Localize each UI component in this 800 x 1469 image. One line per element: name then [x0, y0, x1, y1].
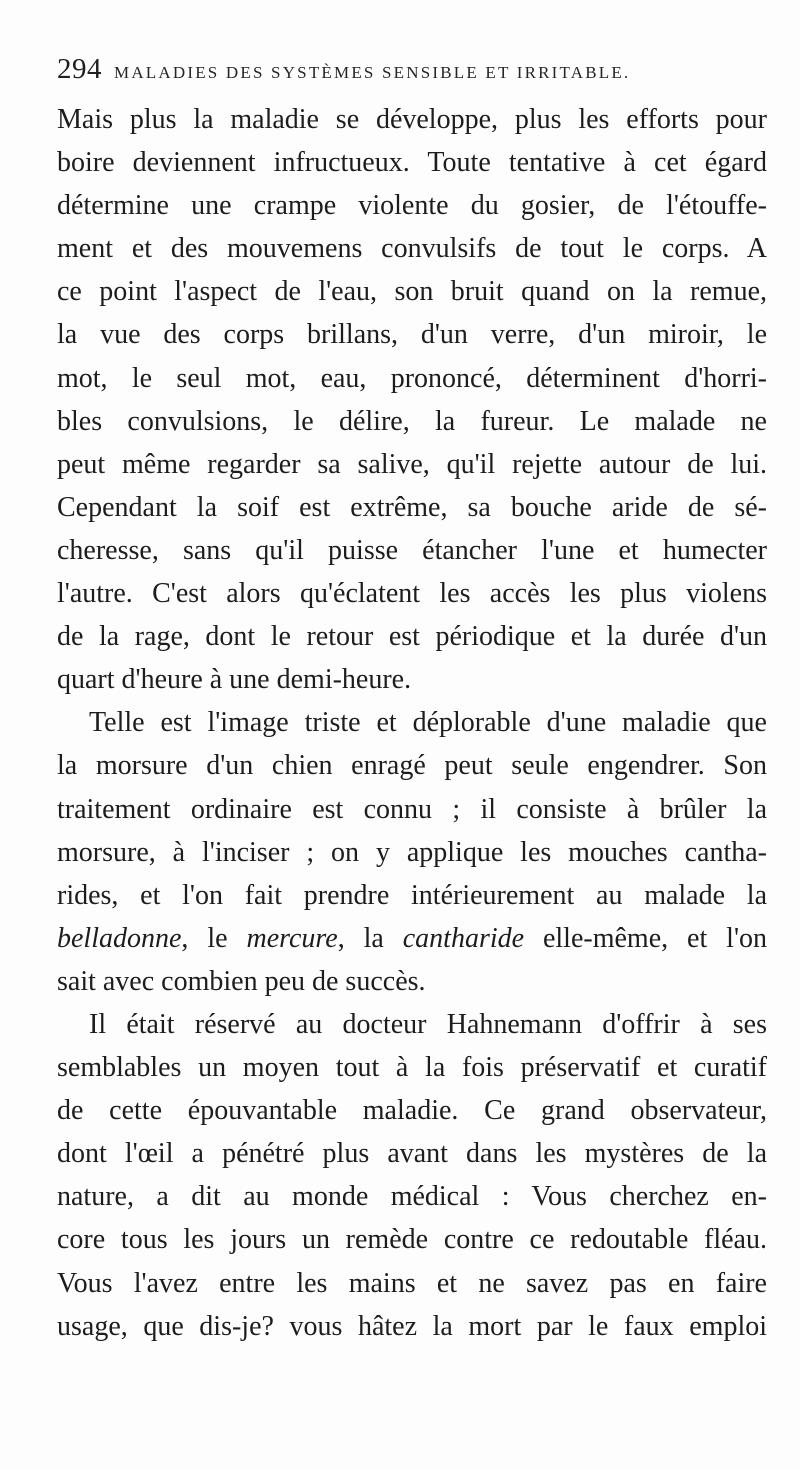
- text-line: Mais plus la maladie se développe, plus les efforts pour: [57, 104, 767, 135]
- text-line: core tous les jours un remède contre ce redoutable fléau.: [57, 1224, 767, 1256]
- text-line: traitement ordinaire est connu ; il consiste à brûler la: [57, 793, 767, 825]
- page-number: 294: [57, 53, 102, 85]
- text-line-mixed: [57, 917, 767, 960]
- body-text: [57, 98, 767, 1348]
- text-line: rides, et l'on fait prendre intérieurement au malade la: [57, 879, 767, 911]
- text-line: la vue des corps brillans, d'un verre, d'un miroir, le: [57, 319, 767, 351]
- text-line: ment et des mouvemens convulsifs de tout le corps. A: [57, 233, 767, 265]
- text-line: Telle est l'image triste et déplorable d'une maladie que: [89, 707, 767, 739]
- text-line: ce point l'aspect de l'eau, son bruit quand on la remue,: [57, 276, 767, 308]
- text-line: boire deviennent infructueux. Toute tentative à cet égard: [57, 147, 767, 179]
- italic-term: cantharide: [402, 922, 525, 954]
- text-line: cheresse, sans qu'il puisse étancher l'une et humecter: [57, 534, 767, 566]
- text-line: dont l'œil a pénétré plus avant dans les mystères de la: [57, 1138, 767, 1170]
- text-line: semblables un moyen tout à la fois préservatif et curatif: [57, 1052, 767, 1084]
- text-line: mot, le seul mot, eau, prononcé, déterminent d'horri-: [57, 362, 767, 394]
- text-line: Cependant la soif est extrême, sa bouche aride de sé-: [57, 491, 767, 523]
- italic-term: belladonne: [57, 922, 182, 954]
- text-line: détermine une crampe violente du gosier, de l'étouffe-: [57, 190, 767, 222]
- text-line: Il était réservé au docteur Hahnemann d'offrir à ses: [89, 1008, 767, 1040]
- text-line: peut même regarder sa salive, qu'il rejette autour de lui.: [57, 448, 767, 480]
- text-line: quart d'heure à une demi-heure.: [57, 664, 412, 696]
- text-line: bles convulsions, le délire, la fureur. Le malade ne: [57, 405, 767, 437]
- text-fragment: , la: [337, 922, 403, 954]
- text-line: l'autre. C'est alors qu'éclatent les accès les plus violens: [57, 578, 767, 610]
- text-fragment: elle-même, et l'on: [524, 922, 767, 954]
- running-title: MALADIES DES SYSTÈMES SENSIBLE ET IRRITABLE.: [114, 63, 631, 82]
- text-line: morsure, à l'inciser ; on y applique les mouches cantha-: [57, 836, 767, 868]
- italic-term: mercure: [246, 922, 338, 954]
- text-line: sait avec combien peu de succès.: [57, 965, 426, 997]
- text-line: usage, que dis-je? vous hâtez la mort par le faux emploi: [57, 1310, 767, 1342]
- text-line: la morsure d'un chien enragé peut seule engendrer. Son: [57, 750, 767, 782]
- text-line: Vous l'avez entre les mains et ne savez pas en faire: [57, 1267, 767, 1299]
- text-line: de la rage, dont le retour est périodique et la durée d'un: [57, 621, 767, 653]
- text-line: nature, a dit au monde médical : Vous cherchez en-: [57, 1181, 767, 1213]
- running-head: [57, 53, 767, 93]
- text-line: de cette épouvantable maladie. Ce grand observateur,: [57, 1095, 767, 1127]
- text-fragment: , le: [181, 922, 247, 954]
